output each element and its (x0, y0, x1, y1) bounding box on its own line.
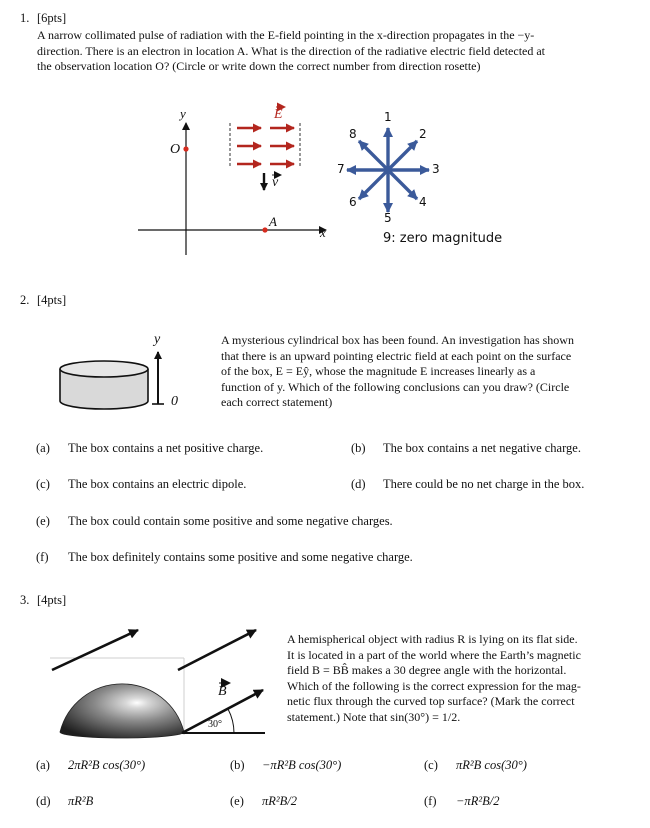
option-text: The box contains a net positive charge. (68, 441, 264, 455)
q3-points: [4pts] (37, 593, 67, 607)
q1-points: [6pts] (37, 11, 67, 25)
b-field-arrow (52, 630, 138, 670)
q1-text-line: direction. There is an electron in location A. What is the direction of the radiative electric field detected at (37, 43, 546, 58)
q2-text-line: of the box, E = Eŷ, whose the magnitude E increases linearly as a (221, 364, 536, 379)
zero-magnitude-note: 9: zero magnitude (383, 231, 503, 246)
q1-o-label: O (170, 142, 181, 157)
q2-points: [4pts] (37, 293, 67, 307)
q1-e-label: E (274, 107, 283, 122)
q1-v-label: v (272, 175, 279, 190)
q3-text (287, 632, 618, 726)
b-field-arrow (178, 630, 256, 670)
q2-text-line: function of y. Which of the following conclusions can you draw? (Circle (221, 379, 570, 394)
option-text: The box contains an electric dipole. (68, 477, 247, 491)
q1-a-label: A (269, 214, 277, 229)
option-letter: (e) (230, 794, 244, 808)
rosette-label-6: 6 (349, 195, 357, 209)
option-letter: (b) (230, 758, 245, 772)
q3-angle-label: 30° (208, 719, 222, 730)
option-letter: (c) (36, 477, 50, 491)
q3-b-label: B (218, 684, 227, 699)
option-text: The box contains a net negative charge. (383, 441, 581, 455)
q1-number: 1. (20, 11, 30, 25)
q3-number: 3. (20, 593, 30, 607)
q2-text-line: that there is an upward pointing electric field at each point on the surface (221, 348, 572, 363)
q1-text-line: A narrow collimated pulse of radiation with the E-field pointing in the x-direction propagates in the −y- (37, 28, 535, 42)
option-letter: (c) (424, 758, 438, 772)
q3-option-e[interactable] (230, 794, 297, 809)
q2-number: 2. (20, 293, 30, 307)
rosette-label-4: 4 (419, 195, 427, 209)
option-letter: (e) (36, 514, 50, 528)
q3-text-line: Which of the following is the correct expression for the mag- (287, 678, 581, 693)
q1-x-axis-label: x (320, 225, 326, 240)
option-letter: (b) (351, 441, 366, 455)
option-text: −πR²B/2 (456, 794, 500, 808)
q1-text-line: the observation location O? (Circle or write down the correct number from direction rosette) (37, 59, 481, 74)
option-letter: (f) (36, 550, 49, 564)
q3-option-d[interactable] (36, 794, 93, 809)
q3-text-line: It is located in a part of the world where the Earth’s magnetic (287, 647, 581, 662)
q2-text-line: each correct statement) (221, 395, 333, 410)
option-letter: (d) (36, 794, 51, 808)
q2-y-label: y (154, 332, 161, 347)
q2-zero-label: 0 (171, 394, 178, 409)
q3-text-line: netic flux through the curved top surface? (Mark the correct (287, 694, 575, 709)
q3-text-line: statement.) Note that sin(30°) = 1/2. (287, 709, 461, 724)
option-text: πR²B/2 (262, 794, 298, 808)
q3-text-line: A hemispherical object with radius R is lying on its flat side. (287, 632, 578, 646)
q1-y-axis-label: y (180, 106, 186, 121)
option-text: −πR²B cos(30°) (262, 758, 342, 772)
option-letter: (f) (424, 794, 437, 808)
q3-option-f[interactable] (424, 794, 499, 809)
option-text: πR²B cos(30°) (456, 758, 527, 772)
hemisphere (60, 684, 184, 738)
rosette-label-5: 5 (384, 211, 392, 225)
q3-option-c[interactable] (424, 758, 527, 773)
rosette-label-8: 8 (349, 127, 357, 141)
rosette-label-3: 3 (432, 162, 440, 176)
option-text: There could be no net charge in the box. (383, 477, 585, 491)
q2-text-line: A mysterious cylindrical box has been found. An investigation has shown (221, 333, 574, 347)
q3-option-b[interactable] (230, 758, 341, 773)
q3-option-a[interactable] (36, 758, 145, 773)
rosette-label-7: 7 (337, 162, 345, 176)
option-text: The box could contain some positive and some negative charges. (68, 514, 393, 528)
q3-text-line: field B = BB̂ makes a 30 degree angle with the horizontal. (287, 663, 567, 678)
rosette-label-1: 1 (384, 110, 392, 124)
option-text: πR²B (68, 794, 94, 808)
option-text: The box definitely contains some positive and some negative charge. (68, 550, 413, 564)
option-letter: (a) (36, 758, 50, 772)
option-letter: (d) (351, 477, 366, 491)
option-text: 2πR²B cos(30°) (68, 758, 146, 772)
option-letter: (a) (36, 441, 50, 455)
rosette-label-2: 2 (419, 127, 427, 141)
